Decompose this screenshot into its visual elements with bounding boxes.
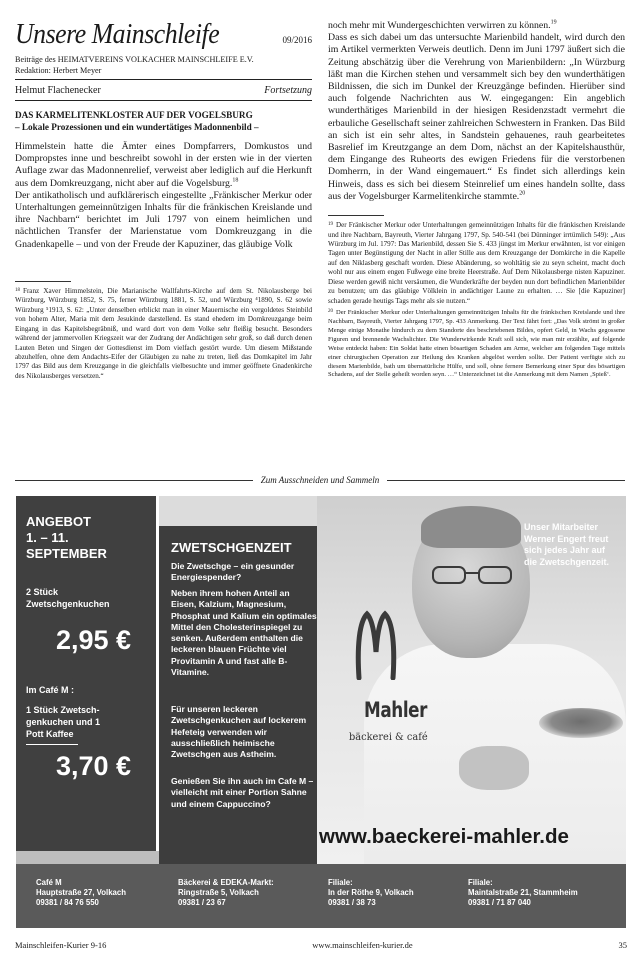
shop-roethe: Filiale: In der Röthe 9, Volkach 09381 / 38 73 — [328, 878, 414, 907]
shop-edeka: Bäckerei & EDEKA-Markt: Ringstraße 5, Volkach 09381 / 23 67 — [178, 878, 274, 907]
article-body-left — [15, 141, 312, 251]
zwetschgenzeit-box — [159, 526, 317, 864]
article-title-line1: DAS KARMELITENKLOSTER AUF DER VOGELSBURG — [15, 110, 253, 120]
masthead-rule — [15, 79, 312, 80]
person-photo-hand — [459, 746, 529, 790]
box-paragraph: Für unseren leckeren Zwetschgenkuchen auf lockerem Hefeteig verwenden wir ausschließlich heimische Zwetschgen aus Astheim. — [171, 704, 307, 760]
page-number: 35 — [618, 940, 627, 950]
article-title — [15, 110, 312, 133]
price-2: 3,70 € — [56, 751, 132, 781]
masthead-title: Unsere Mainschleife — [15, 19, 220, 50]
mahler-logo-icon — [353, 608, 399, 680]
offer-item-2: 1 Stück Zwetsch- genkuchen und 1 Pott Kaffee — [26, 705, 101, 739]
editor-line: Redaktion: Herbert Meyer — [15, 66, 102, 75]
offer-heading-line: SEPTEMBER — [26, 546, 107, 561]
shop-stammheim: Filiale: Maintalstraße 21, Stammheim 09381 / 71 87 040 — [468, 878, 578, 907]
author-name: Helmut Flachenecker — [15, 85, 101, 96]
footnote-ref: 20 — [519, 190, 526, 197]
footer-website[interactable]: www.mainschleifen-kurier.de — [312, 940, 413, 950]
offer-heading-line: ANGEBOT — [26, 514, 91, 529]
left-column — [15, 20, 312, 381]
right-column — [328, 20, 625, 380]
paragraph: Himmelstein hatte die Ämter eines Dompfarrers, Domkustos und Dompropstes inne und beschreibt sowohl in der ersten wie in der vierten Auflage zwar das Madonnenrelief, verweist aber lediglich auf die Herkunft aus dem Domkreuzgang, nicht aber auf die Vogelsburg.$^{18}$ — [15, 141, 312, 189]
box-title: ZWETSCHGENZEIT — [171, 540, 292, 555]
cut-label: Zum Ausschneiden und Sammeln — [260, 475, 380, 485]
bakery-advertisement — [16, 496, 626, 928]
author-rule — [15, 100, 312, 101]
masthead — [15, 20, 312, 50]
box-paragraph: Genießen Sie ihn auch im Cafe M – vielleicht mit einer Portion Sahne und einem Cappuccino? — [171, 776, 314, 809]
article-title-line2: – Lokale Prozessionen und ein wundertätiges Madonnenbild – — [15, 121, 259, 132]
footer-publication: Mainschleifen-Kurier 9-16 — [15, 940, 107, 950]
footnote-20: $^{20}$ Der Fränkischer Merkur oder Unterhaltungen gemeinnützigen Inhalts für die fränkischen Kreislande und ihre Nachbarn, Bayreuth, Vierter Jahrgang 1797, Sp. 433 Anmerkung. Der Text fährt fort: „Das Volk strömt in großer Menge einige Monathe hindurch zu dem Standorte des beschriebenen Bildes, opfert Geld, in Wachs gegossene Figuren und brennende Wachslichter. Die Wunderwirkende Kraft soll sich, wie man mir erzählte, auf folgende Weise entdeckt haben: Ein Soldat hatte einen bösartigen Schaden am Arme, welcher am folgenden Tage mittels einer chirurgischen Operation zur Heilung des Kranken abgelöst werden sollte. Der Patient verfügte sich zu diesem Marienbilde, bath um übernatürliche Hülfe, und soll, ohne fernere Bemerkung einer Spur des bösartigen Schadens, auf der Stelle geheilt worden seyn. …“ Unterzeichnet ist die Anmerkung mit dem Namen ‚Spieß‘. — [328, 309, 625, 379]
footnote-19: $^{19}$ Der Fränkischer Merkur oder Unterhaltungen gemeinnützigen Inhalts für die fränkischen Kreislande und ihre Nachbarn, Bayreuth, Vierter Jahrgang 1797, Sp. 540-541 (bei Dünninger irrtümlich 549): „Aus Würzburg im Jul. 1797: Das Marienbild, dessen Sie S. 433 jüngst im Merkur erwähnten, ist vor einigen Tagen unter Begünstigung der Nacht in aller Stille aus dem Kreuzgange der Domkirche in die Kapelle auf den Niklasberg geschaft worden. Diese Abänderung, so wohltätig sie zu seyn scheint, macht doch wohl nur aus einem engen Fußwege eine breite Heerstraße. Auf Dem Nikolausberge nisten Kapuziner. Diese werden gewiß nicht versäumen, die Wunderkräfte der beyden nun dort befindlichen Marienbilder zu benutzen; um das gläubige Völklein in andächtiger Laune zu erhalten. … Sie [die Kapuziner] schaden gerade heutigs Tags mehr als sie nutzen.“ — [328, 221, 625, 305]
shop-cafe-m: Café M Hauptstraße 27, Volkach 09381 / 84 76 550 — [36, 878, 126, 907]
website-link[interactable]: www.baeckerei-mahler.de — [319, 825, 569, 848]
person-photo-hair — [421, 506, 521, 548]
staff-note: Unser Mitarbeiter Werner Engert freut sich jedes Jahr auf die Zwetschgenzeit. — [524, 522, 610, 567]
cake-plate — [539, 708, 623, 738]
glasses-icon — [431, 564, 513, 586]
cut-line — [15, 475, 625, 485]
footnote-ref: 19 — [550, 19, 557, 26]
page-footer — [15, 940, 627, 950]
offer-divider — [26, 744, 78, 745]
offer-panel — [16, 496, 156, 851]
offer-heading-line: 1. – 11. — [26, 530, 69, 545]
box-paragraph: Neben ihrem hohen Anteil an Eisen, Kalzium, Magnesium, Phosphat und Kalium ein optimales Mittel den Cholesterinspiegel zu senken. Außerdem enthalten die leckeren blauen Früchte viel Provitamin A und fast alle B-Vitamine. — [171, 588, 317, 678]
shop-locations-bar — [16, 864, 626, 928]
cafe-label: Im Café M : — [26, 685, 75, 695]
footnote-18: $^{18}$ Franz Xaver Himmelstein, Die Marianische Wallfahrts-Kirche auf dem St. Nikolausberge bei Würzburg, Würzburg 1852, S. 75, ferner Würzburg 1881, S. 52, und Würzburg ⁴1890, S. 62 sowie Würzburg ⁵1913, S. 62: „Unter denselben erblickt man in einer Mauernische ein vergoldetes Steinbild von hohem Alter, Maria mit dem Jesukinde darstellend. Es stand ehedem im Domkreuzgange beim Eingang in das Kapitelsbegräbniß, und ward dort von dem Volke sehr fleißig besucht. Besonders während der jammervollen Kriegszeit war der Zudrang der Andächtigen sehr groß, so daß durch denen Lauten Beten und Singen der Gottesdienst im Dom vielfach gestört wurde. Um diesem Mißstande abzuhelfen, ohne dem Andachts-Eifer der Gläubigen zu nahe zu treten, ließ das Domkapitel im Jahr 1797 das Bild aus dem Kreuzgange in die gleichfalls vielbesuchte und immer geöffnete Gnadenkirche des Nikolausberges versetzen.“ — [15, 286, 312, 380]
price-1: 2,95 € — [56, 625, 132, 655]
paragraph: noch mehr mit Wundergeschichten verwirren zu können.$^{19}$ — [328, 19, 557, 31]
paragraph: Der antikatholisch und aufklärerisch eingestellte „Fränkischer Merkur oder Unterhaltungen gemeinnützigen Inhalts für die fränkischen Kreislande und ihre Nachbarn“ berichtet im Juli 1797 von einem heimlichen und nächtlichen Transfer der Marienstatue vom Domkreuzgang in die Gnadenkapelle – und von der Freude der Kapuziner, das gläubige Volk — [15, 189, 312, 250]
footnote-ref: 18 — [232, 177, 239, 184]
offer-heading — [26, 514, 107, 562]
box-paragraph: Die Zwetschge – ein gesunder Energiespender? — [171, 561, 295, 583]
issue-number: 09/2016 — [282, 35, 312, 45]
footnote-rule — [15, 281, 71, 282]
continued-label: Fortsetzung — [264, 85, 312, 96]
publisher-line: Beiträge des HEIMATVEREINS VOLKACHER MAINSCHLEIFE E.V. — [15, 55, 254, 64]
footnote-rule — [328, 215, 384, 216]
article-body-right — [328, 20, 625, 203]
author-row — [15, 84, 312, 97]
paragraph: Dass es sich dabei um das untersuchte Marienbild handelt, wird durch den im Artikel vermerkten Verweis deutlich. Denn im Juni 1797 äußert sich die Zeitung abschätzig über die Verehrung von Marienbildern: „In Würzburg läßt man die Kirchen stehen und versammelt sich bey den wunderthätigen Bildnissen, die sich im Dunkel der Kreuzgänge befinden. Hierüber sind auch folgende Nachrichten aus W. eingegangen: Ein angeblich wunderthätiges Marienbild in der hiesigen Residenzstadt vermehrt die erbauliche Gesellschaft seiner zahlreichen Schwestern in Franken. Das Bild an sich ist ein sehr altes, in Sandstein gehauenes, rauh gearbeitetes Basrelief im Kreutzgange an dem Dom, nächst an der Kapitelshausthür, dem Eingange des Ruheorts des ewigen Friedens für die verstorbenen Domherrn, in der Wand eingemauert.“ Es findet sich allerdings kein Hinweis, dass es sich bei diesem Steinrelief um eines handeln sollte, dass aus der Vogelsburger Karmelitenkirche stammte.$^{20}$ — [328, 32, 625, 202]
brand-tagline: bäckerei & café — [349, 732, 428, 743]
brand-name: Mahler — [364, 698, 428, 722]
cake-photo — [16, 851, 159, 864]
offer-item-1: 2 Stück Zwetschgenkuchen — [26, 587, 110, 609]
